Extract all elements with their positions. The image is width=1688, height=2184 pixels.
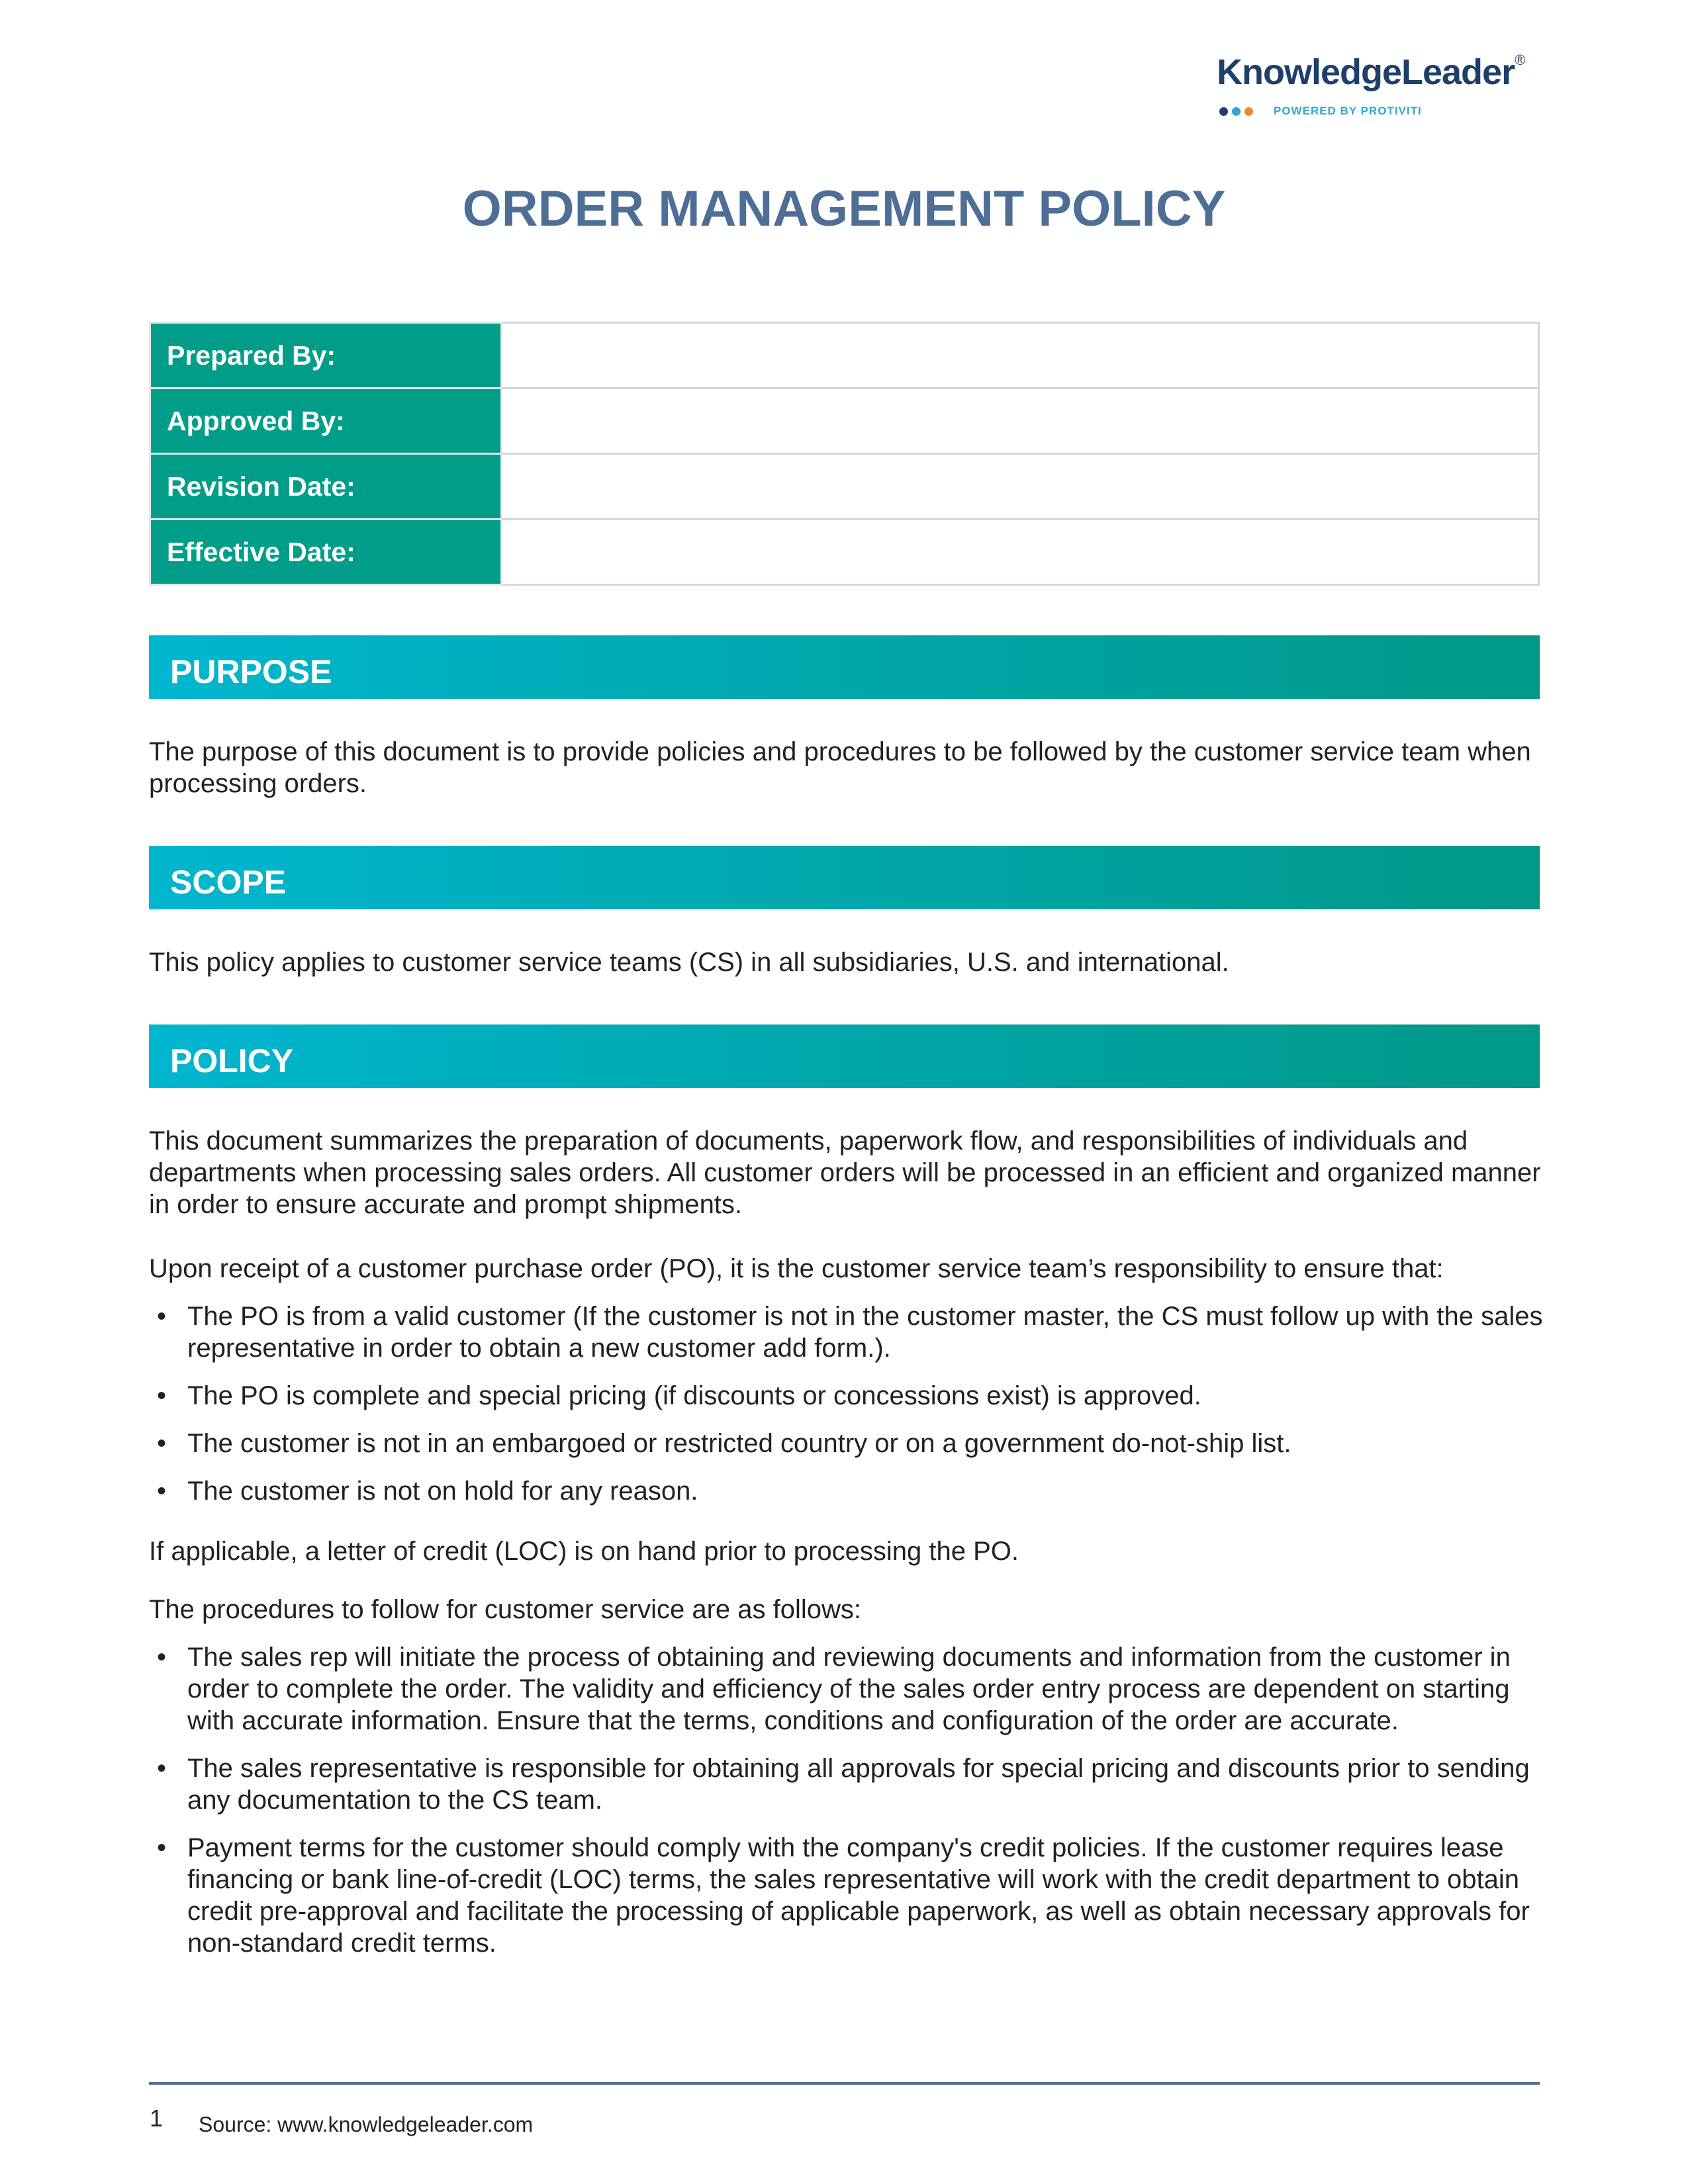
source-note: Source: www.knowledgeleader.com: [199, 2113, 534, 2136]
effective-date-value[interactable]: [502, 520, 1539, 585]
list-item: • The customer is not on hold for any reason.: [149, 1475, 1546, 1507]
scope-text: This policy applies to customer service teams (CS) in all subsidiaries, U.S. and international.: [149, 948, 1229, 977]
receipt-lead: Upon receipt of a customer purchase order (PO), it is the customer service team’s responsibility to ensure that:: [149, 1254, 1444, 1283]
logo-dot-navy: [1219, 107, 1228, 116]
revision-date-value[interactable]: [502, 454, 1539, 520]
document-title: ORDER MANAGEMENT POLICY: [462, 181, 1226, 237]
prepared-by-label: Prepared By:: [150, 323, 502, 388]
procedures-lead: The procedures to follow for customer service are as follows:: [149, 1595, 861, 1624]
document-info-table: [149, 322, 1540, 586]
approved-by-value[interactable]: [502, 388, 1539, 454]
list-item: • The customer is not in an embargoed or restricted country or on a government do-not-ship list.: [149, 1428, 1546, 1459]
procedures-list: [149, 1641, 1546, 1975]
receipt-checklist: [149, 1300, 1546, 1523]
registered-mark: ®: [1515, 52, 1525, 68]
logo-dots-icon: [1219, 106, 1263, 116]
table-row: [150, 323, 1539, 388]
list-item: • Payment terms for the customer should comply with the company's credit policies. If the customer requires lease financing or bank line-of-credit (LOC) terms, the sales representative will work with the credit department to obtain credit pre-approval and facilitate the processing of applicable paperwork, as well as obtain necessary approvals for non-standard credit terms.: [149, 1832, 1546, 1959]
effective-date-label: Effective Date:: [150, 520, 502, 585]
footer-divider: [149, 2082, 1540, 2085]
list-item: • The sales representative is responsible for obtaining all approvals for special pricing and discounts prior to sending any documentation to the CS team.: [149, 1752, 1546, 1816]
prepared-by-value[interactable]: [502, 323, 1539, 388]
scope-heading: SCOPE: [149, 846, 1540, 909]
logo-dot-blue: [1232, 107, 1241, 116]
table-row: [150, 520, 1539, 585]
list-item: • The PO is from a valid customer (If the customer is not in the customer master, the CS must follow up with the sales representative in order to obtain a new customer add form.).: [149, 1300, 1546, 1364]
approved-by-label: Approved By:: [150, 388, 502, 454]
purpose-text: The purpose of this document is to provide policies and procedures to be followed by the customer service team when processing orders.: [149, 737, 1531, 798]
loc-note: If applicable, a letter of credit (LOC) is on hand prior to processing the PO.: [149, 1537, 1019, 1566]
table-row: [150, 454, 1539, 520]
knowledgeleader-logo: [1217, 52, 1548, 124]
logo-wordmark: KnowledgeLeader®: [1217, 52, 1525, 92]
page-number: 1: [150, 2105, 164, 2132]
table-row: [150, 388, 1539, 454]
logo-dot-orange: [1244, 107, 1253, 116]
revision-date-label: Revision Date:: [150, 454, 502, 520]
list-item: • The sales rep will initiate the process of obtaining and reviewing documents and information from the customer in order to complete the order. The validity and efficiency of the sales order entry process are dependent on starting with accurate information. Ensure that the terms, conditions and configuration of the order are accurate.: [149, 1641, 1546, 1737]
policy-heading: POLICY: [149, 1024, 1540, 1088]
policy-intro: This document summarizes the preparation of documents, paperwork flow, and responsibilities of individuals and departments when processing sales orders. All customer orders will be processed in an efficient and organized manner in order to ensure accurate and prompt shipments.: [149, 1126, 1541, 1219]
logo-tagline: POWERED BY PROTIVITI: [1274, 105, 1422, 117]
list-item: • The PO is complete and special pricing (if discounts or concessions exist) is approved.: [149, 1380, 1546, 1412]
purpose-heading: PURPOSE: [149, 635, 1540, 699]
